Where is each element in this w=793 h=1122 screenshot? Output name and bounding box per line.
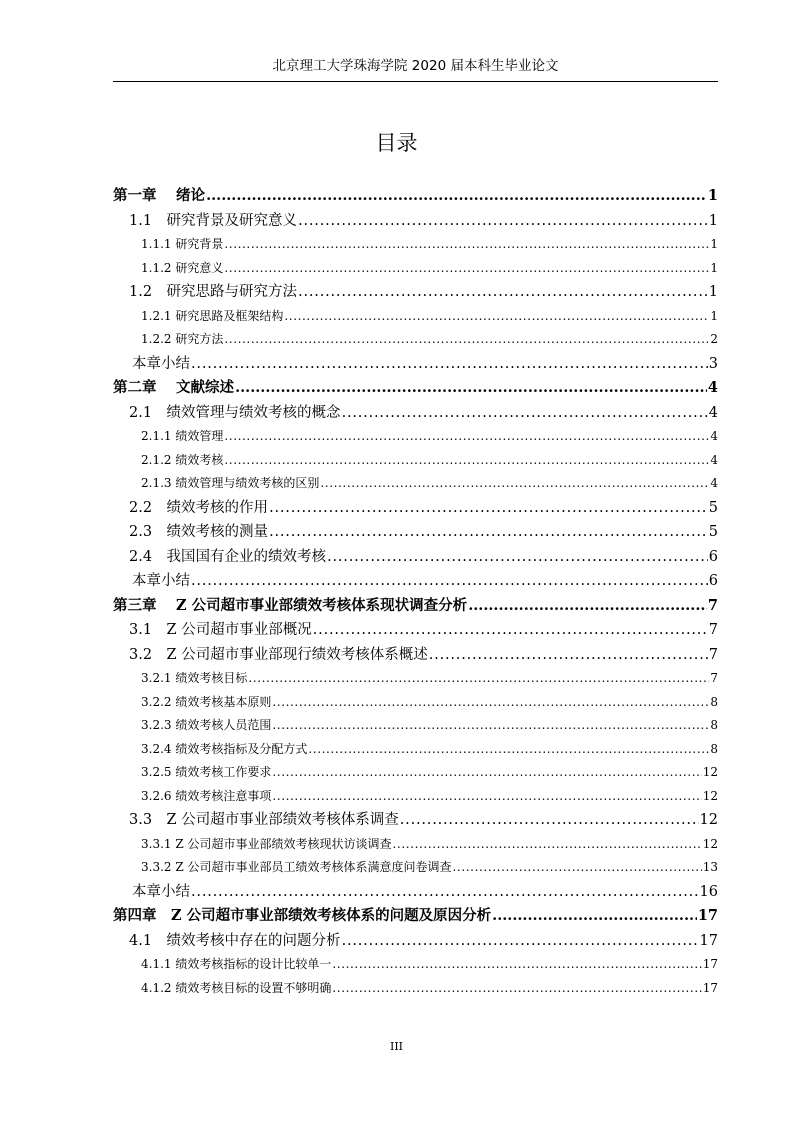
toc-entry-label: 1.1.1 研究背景 [141,237,224,251]
toc-entry-label: 3.2.4 绩效考核指标及分配方式 [141,741,308,756]
toc-entry-label: 3.3 Z 公司超市事业部绩效考核体系调查 [129,812,399,828]
dot-leader [453,856,702,879]
toc-entry-page-number: 1 [710,260,718,275]
toc-entry[interactable] [113,280,718,305]
toc-entry-page-number: 13 [702,860,718,874]
toc-entry-page-number: 4 [708,404,718,421]
dot-leader [429,643,708,667]
toc-entry-page-number: 5 [708,499,718,516]
dot-leader [272,785,701,808]
dot-leader [269,496,708,520]
toc-entry-label: 3.2.6 绩效考核注意事项 [141,788,272,803]
dot-leader [313,618,708,642]
toc-entry-page-number: 2 [710,332,718,346]
dot-leader [224,233,709,256]
dot-leader [224,257,709,280]
dot-leader [272,714,709,737]
toc-entry-page-number: 17 [697,907,718,924]
dot-leader [284,305,709,328]
dot-leader [468,594,707,618]
toc-entry-page-number: 7 [707,596,718,614]
toc-entry[interactable] [113,520,718,545]
toc-entry[interactable] [113,904,718,929]
toc-entry[interactable] [113,953,718,977]
toc-entry-page-number: 12 [702,788,718,803]
toc-entry-label: 2.1 绩效管理与绩效考核的概念 [129,404,341,421]
toc-entry-page-number: 12 [702,836,718,851]
toc-entry[interactable] [113,691,718,715]
toc-entry[interactable] [113,714,718,738]
toc-entry-page-number: 12 [699,812,718,828]
dot-leader [191,569,708,593]
toc-entry-page-number: 7 [708,622,718,638]
toc-entry[interactable] [113,833,718,857]
toc-entry[interactable] [113,496,718,521]
toc-entry-label: 4.1.2 绩效考核目标的设置不够明确 [141,980,332,995]
toc-entry-label: 1.2.1 研究思路及框架结构 [141,308,284,323]
toc-entry-page-number: 5 [708,524,718,540]
toc-entry-page-number: 3 [708,355,718,372]
toc-entry-page-number: 1 [710,237,718,251]
toc-entry-page-number: 17 [702,980,718,995]
toc-entry-label: 本章小结 [132,355,190,372]
dot-leader [191,352,708,376]
toc-entry-page-number: 1 [710,308,718,323]
dot-leader [298,280,708,304]
dot-leader [224,425,709,448]
toc-entry-label: 4.1.1 绩效考核指标的设计比较单一 [141,957,332,971]
dot-leader [272,761,701,784]
toc-entry-label: 第二章 文献综述 [113,379,235,396]
toc-entry-page-number: 1 [708,284,718,300]
toc-entry-label: 2.2 绩效考核的作用 [129,499,269,516]
toc-entry-label: 本章小结 [132,573,190,589]
toc-entry[interactable] [113,643,718,668]
toc-entry-page-number: 7 [710,671,718,685]
toc-entry[interactable] [113,352,718,377]
toc-entry[interactable] [113,738,718,762]
dot-leader [308,738,709,761]
toc-entry[interactable] [113,305,718,329]
toc-entry-label: 第三章 Z 公司超市事业部绩效考核体系现状调查分析 [113,596,468,614]
toc-entry[interactable] [113,184,718,209]
toc-entry-label: 2.1.2 绩效考核 [141,452,224,467]
toc-entry-label: 1.2 研究思路与研究方法 [129,284,298,300]
dot-leader [332,953,701,976]
toc-entry-label: 4.1 绩效考核中存在的问题分析 [129,932,341,949]
toc-entry[interactable] [113,977,718,1001]
toc-entry[interactable] [113,856,718,880]
dot-leader [235,376,707,400]
dot-leader [342,929,699,953]
toc-entry-label: 1.2.2 研究方法 [141,332,224,346]
toc-entry-label: 第一章 绪论 [113,187,206,204]
toc-entry-label: 2.3 绩效考核的测量 [129,524,269,540]
toc-entry-page-number: 4 [710,476,718,490]
toc-entry-page-number: 12 [702,765,718,779]
dot-leader [206,184,707,208]
toc-entry-page-number: 8 [710,718,718,732]
toc-entry[interactable] [113,425,718,449]
toc-entry-label: 3.2.1 绩效考核目标 [141,671,248,685]
toc-entry-page-number: 8 [710,694,718,709]
toc-entry-page-number: 17 [702,957,718,971]
toc-entry-label: 2.1.1 绩效管理 [141,429,224,443]
toc-entry-page-number: 4 [707,379,718,396]
dot-leader [224,449,709,472]
toc-entry-label: 3.3.2 Z 公司超市事业部员工绩效考核体系满意度问卷调查 [141,860,452,874]
toc-entry[interactable] [113,233,718,257]
toc-entry-label: 第四章 Z 公司超市事业部绩效考核体系的问题及原因分析 [113,907,492,924]
dot-leader [269,520,708,544]
toc-entry-label: 本章小结 [132,883,190,900]
toc-entry-label: 3.2.3 绩效考核人员范围 [141,718,272,732]
toc-entry-page-number: 8 [710,741,718,756]
page-number: III [389,1040,404,1053]
dot-leader [400,808,699,832]
toc-entry-page-number: 7 [708,646,718,663]
page-header: 北京理工大学珠海学院 2020 届本科生毕业论文 [272,58,559,74]
dot-leader [191,880,699,904]
dot-leader [320,472,709,495]
toc-entry-page-number: 16 [699,883,718,900]
toc-entry-label: 3.2 Z 公司超市事业部现行绩效考核体系概述 [129,646,428,663]
toc-entry[interactable] [113,761,718,785]
toc-entry[interactable] [113,472,718,496]
toc-entry-page-number: 6 [708,573,718,589]
toc-entry-label: 1.1.2 研究意义 [141,260,224,275]
toc-entry[interactable] [113,401,718,426]
toc-entry[interactable] [113,257,718,281]
dot-leader [492,904,697,928]
dot-leader [248,667,709,690]
dot-leader [342,401,708,425]
header-divider [113,81,718,82]
dot-leader [332,977,701,1000]
toc-entry-label: 1.1 研究背景及研究意义 [129,212,298,229]
dot-leader [224,328,709,351]
dot-leader [327,545,708,569]
toc-entry-page-number: 6 [708,548,718,565]
toc-entry[interactable] [113,545,718,570]
toc-entry-page-number: 4 [710,429,718,443]
toc-entry[interactable] [113,618,718,643]
toc-entry-label: 3.2.2 绩效考核基本原则 [141,694,272,709]
toc-entry[interactable] [113,785,718,809]
dot-leader [298,209,708,233]
dot-leader [272,691,709,714]
toc-entry-page-number: 17 [699,932,718,949]
dot-leader [393,833,702,856]
toc-entry-page-number: 4 [710,452,718,467]
table-of-contents [113,184,718,1000]
toc-entry[interactable] [113,376,718,401]
toc-entry-label: 3.2.5 绩效考核工作要求 [141,765,272,779]
toc-entry[interactable] [113,880,718,905]
toc-entry-label: 3.3.1 Z 公司超市事业部绩效考核现状访谈调查 [141,836,392,851]
toc-entry[interactable] [113,449,718,473]
toc-entry-page-number: 1 [708,212,718,229]
toc-entry-label: 3.1 Z 公司超市事业部概况 [129,622,312,638]
toc-entry[interactable] [113,808,718,833]
toc-entry[interactable] [113,569,718,594]
toc-entry[interactable] [113,667,718,691]
toc-entry-page-number: 1 [707,187,718,204]
toc-entry[interactable] [113,209,718,234]
toc-entry-label: 2.1.3 绩效管理与绩效考核的区别 [141,476,320,490]
toc-title: 目录 [375,131,418,155]
toc-entry[interactable] [113,594,718,619]
toc-entry[interactable] [113,328,718,352]
toc-entry[interactable] [113,929,718,954]
toc-entry-label: 2.4 我国国有企业的绩效考核 [129,548,327,565]
